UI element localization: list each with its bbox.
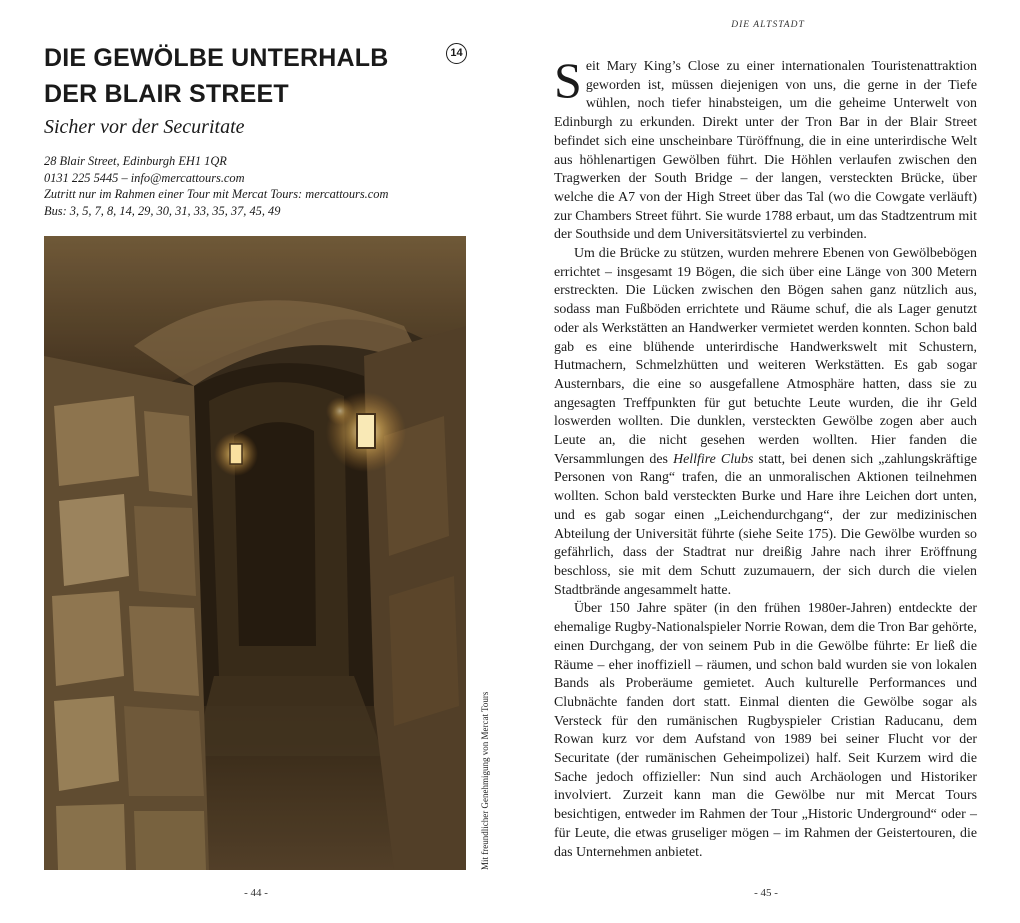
contact-line: 0131 225 5445 – info@mercattours.com [44,170,245,185]
hellfire-clubs-term: Hellfire Clubs [673,451,754,467]
access-line: Zutritt nur im Rahmen einer Tour mit Mercat Tours: mercattours.com [44,187,389,201]
title-line-1: DIE GEWÖLBE UNTERHALB [44,44,389,72]
paragraph-2-text-a: Um die Brücke zu stützen, wurden mehrere Ebenen von Gewölbebögen errichtet – insgesamt 19 Bögen, die sich über eine Länge von 300 Metern erstreckten. Die Lücken zwischen den Bögen sahen ganz nützlich aus, sodass man Fußböden errichtete und Räume schuf, die als Lager genutzt oder als Werkstätten an Handwerker vermietet werden konnten. Schon bald gab es eine blühende unterirdische Handwerkswelt mit Schustern, Hutmachern, Schmelzhütten und weiteren Werkstätten. Es gab sogar Austernbars, die eine so ausgefallene Atmosphäre hatten, dass sie zu angesagten Treffpunkten für gut betuchte Leute wurden, die ihr Geld loswerden wollten. Die dunklen, versteckten Gewölbe zogen aber auch Leute an, die nicht gesehen werden wollten. Hier fanden die Versammlungen des [554,246,977,467]
photo-credit: Mit freundlicher Genehmigung von Mercat Tours [480,691,490,870]
page-number-left: - 44 - [244,887,268,899]
paragraph-3: Über 150 Jahre später (in den frühen 1980er-Jahren) entdeckte der ehemalige Rugby-Nationalspieler Norrie Rowan, dem die Tron Bar gehörte, einen Durchgang, der von seinem Pub in die Gewölbe führte: Er ließ die Räume – eher inoffiziell – räumen, und schon bald wurden sie von lokalen Bands als Proberäume gemietet. Auch kulturelle Performances und Clubnächte fanden dort statt. Einmal dienten die Gewölbe sogar als Versteck für den rumänischen Rugbyspieler Cristian Raducanu, dem Rowan kurz vor dem Aufstand von 1989 bei seiner Flucht vor der Securitate (der rumänischen Geheimpolizei) half. Seit Kurzem wird die Sache jedoch offizieller: Nun sind auch Archäologen und Historiker involviert. Zurzeit kann man die Gewölbe nur mit Mercat Tours besichtigen, entweder im Rahmen der Tour „Historic Underground“ oder – für Leute, die etwas gruseliger mögen – im Rahmen der Geistertouren, die das Unternehmen anbietet. [554,601,977,860]
article-body [554,52,977,862]
bus-line: Bus: 3, 5, 7, 8, 14, 29, 30, 31, 33, 35, 37, 45, 49 [44,203,281,218]
paragraph-1-text: eit Mary King’s Close zu einer internationalen Touristenattraktion geworden ist, müssen diejenigen von uns, die gerne in der Tiefe wühlen, noch tiefer hinabsteigen, um die geheime Unterwelt von Edinburgh zu erkunden. Direkt unter der Tron Bar in der Blair Street befindet sich eine unscheinbare Türöffnung, die in eine unterirdische Welt aus höhlenartigen Gewölben führt. Die Höhlen verlaufen zwischen den Tragwerken der South Bridge – der langen, versteckten Brücke, über welche die A7 von der High Street über das Tal (wo die Cowgate verläuft) zur Chambers Street führt. Sie wurde 1788 erbaut, um das Stadtzentrum mit der Southside und dem Universitätsviertel zu verbinden. [554,59,977,243]
entry-number-badge: 14 [446,43,467,64]
running-head: DIE ALTSTADT [731,20,805,30]
vault-photo [44,236,466,870]
paragraph-1 [554,52,977,245]
page-number-right: - 45 - [754,887,778,899]
paragraph-2 [554,245,977,600]
drop-cap: S [554,52,582,108]
address-line: 28 Blair Street, Edinburgh EH1 1QR [44,154,227,168]
title-line-2: DER BLAIR STREET [44,80,289,108]
subtitle: Sicher vor der Securitate [44,116,245,138]
paragraph-2-text-b: statt, bei denen sich „zahlungskräftige Personen von Rang“ trafen, die an unmoralischen Aktionen teilnehmen wollten. Schon bald versteckten Burke und Hare ihre Leichen dort unten, und es gab sogar einen „Leichendurchgang“, der zur medizinischen Abteilung der Universität führte (siehe Seite 175). Die Gewölbe wurden so gefährlich, dass der Stadtrat nur dreißig Jahre nach ihrer Eröffnung beschloss, sie mit dem Schutt zuzumauern, der sich durch die vielen Stadtbrände angesammelt hatte. [554,451,977,598]
page-title [44,40,424,112]
info-block [44,153,474,219]
